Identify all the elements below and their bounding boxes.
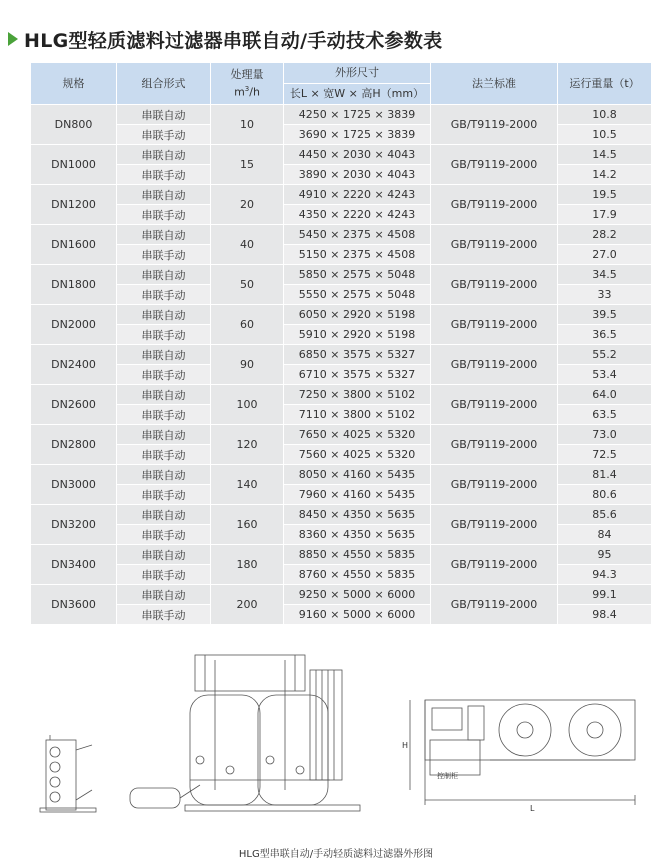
dims-cell: 8050 × 4160 × 5435 (284, 465, 431, 485)
combo-cell: 串联手动 (117, 445, 211, 465)
front-elevation-drawing (130, 655, 360, 811)
page-title-block (8, 27, 442, 51)
combo-cell: 串联手动 (117, 405, 211, 425)
combo-cell: 串联自动 (117, 105, 211, 125)
combo-cell: 串联手动 (117, 605, 211, 625)
dims-cell: 8760 × 4550 × 5835 (284, 565, 431, 585)
header-combo: 组合形式 (117, 63, 211, 105)
drawing-caption: HLG型串联自动/手动轻质滤料过滤器外形图 (238, 849, 434, 860)
spec-cell: DN3400 (31, 545, 117, 585)
header-capacity-unit: m (234, 85, 245, 99)
spec-table (30, 62, 652, 625)
spec-table-body (31, 105, 652, 625)
dims-cell: 6850 × 3575 × 5327 (284, 345, 431, 365)
header-dims-sub: 长L × 宽W × 高H（mm） (284, 84, 431, 105)
weight-cell: 34.5 (558, 265, 652, 285)
table-row (31, 385, 652, 405)
weight-cell: 95 (558, 545, 652, 565)
header-capacity-sup: 3 (244, 84, 250, 93)
spec-cell: DN3200 (31, 505, 117, 545)
plan-view-drawing (410, 700, 635, 805)
page-title: HLG型轻质滤料过滤器串联自动/手动技术参数表 (24, 29, 443, 52)
weight-cell: 10.5 (558, 125, 652, 145)
dims-cell: 7110 × 3800 × 5102 (284, 405, 431, 425)
weight-cell: 99.1 (558, 585, 652, 605)
dims-cell: 9250 × 5000 × 6000 (284, 585, 431, 605)
dim-label-length: L (530, 804, 535, 813)
combo-cell: 串联手动 (117, 245, 211, 265)
header-capacity-unit2: /h (249, 85, 260, 99)
capacity-cell: 200 (211, 585, 284, 625)
table-row (31, 545, 652, 565)
spec-cell: DN1600 (31, 225, 117, 265)
dims-cell: 9160 × 5000 × 6000 (284, 605, 431, 625)
spec-cell: DN2000 (31, 305, 117, 345)
flange-cell: GB/T9119-2000 (431, 465, 558, 505)
dims-cell: 5150 × 2375 × 4508 (284, 245, 431, 265)
table-row (31, 265, 652, 285)
header-capacity (211, 63, 284, 105)
combo-cell: 串联自动 (117, 345, 211, 365)
flange-cell: GB/T9119-2000 (431, 505, 558, 545)
spec-cell: DN2400 (31, 345, 117, 385)
dims-cell: 5550 × 2575 × 5048 (284, 285, 431, 305)
combo-cell: 串联自动 (117, 385, 211, 405)
control-cabinet-label: 控制柜 (437, 772, 458, 780)
table-row (31, 165, 652, 185)
dims-cell: 6050 × 2920 × 5198 (284, 305, 431, 325)
table-row (31, 405, 652, 425)
table-row (31, 205, 652, 225)
table-row (31, 465, 652, 485)
combo-cell: 串联自动 (117, 545, 211, 565)
weight-cell: 81.4 (558, 465, 652, 485)
header-dims: 外形尺寸 (284, 63, 431, 84)
combo-cell: 串联手动 (117, 205, 211, 225)
spec-cell: DN1200 (31, 185, 117, 225)
capacity-cell: 140 (211, 465, 284, 505)
weight-cell: 84 (558, 525, 652, 545)
flange-cell: GB/T9119-2000 (431, 145, 558, 185)
combo-cell: 串联手动 (117, 125, 211, 145)
dims-cell: 6710 × 3575 × 5327 (284, 365, 431, 385)
combo-cell: 串联自动 (117, 585, 211, 605)
weight-cell: 17.9 (558, 205, 652, 225)
dims-cell: 7960 × 4160 × 5435 (284, 485, 431, 505)
dim-label-height: H (402, 741, 409, 750)
table-row (31, 425, 652, 445)
weight-cell: 27.0 (558, 245, 652, 265)
capacity-cell: 90 (211, 345, 284, 385)
table-row (31, 145, 652, 165)
capacity-cell: 60 (211, 305, 284, 345)
combo-cell: 串联手动 (117, 525, 211, 545)
weight-cell: 63.5 (558, 405, 652, 425)
combo-cell: 串联自动 (117, 305, 211, 325)
dims-cell: 8450 × 4350 × 5635 (284, 505, 431, 525)
header-capacity-label: 处理量 (230, 67, 264, 81)
combo-cell: 串联手动 (117, 285, 211, 305)
dims-cell: 3690 × 1725 × 3839 (284, 125, 431, 145)
flange-cell: GB/T9119-2000 (431, 385, 558, 425)
weight-cell: 39.5 (558, 305, 652, 325)
title-triangle-icon (8, 32, 18, 46)
weight-cell: 53.4 (558, 365, 652, 385)
dims-cell: 5910 × 2920 × 5198 (284, 325, 431, 345)
spec-cell: DN1800 (31, 265, 117, 305)
dims-cell: 8850 × 4550 × 5835 (284, 545, 431, 565)
spec-cell: DN3600 (31, 585, 117, 625)
weight-cell: 94.3 (558, 565, 652, 585)
side-elevation-drawing (40, 735, 96, 812)
header-flange: 法兰标准 (431, 63, 558, 105)
weight-cell: 19.5 (558, 185, 652, 205)
flange-cell: GB/T9119-2000 (431, 305, 558, 345)
table-row (31, 285, 652, 305)
weight-cell: 85.6 (558, 505, 652, 525)
weight-cell: 10.8 (558, 105, 652, 125)
flange-cell: GB/T9119-2000 (431, 185, 558, 225)
weight-cell: 33 (558, 285, 652, 305)
dims-cell: 7250 × 3800 × 5102 (284, 385, 431, 405)
combo-cell: 串联自动 (117, 265, 211, 285)
dims-cell: 7560 × 4025 × 5320 (284, 445, 431, 465)
dims-cell: 4910 × 2220 × 4243 (284, 185, 431, 205)
table-row (31, 565, 652, 585)
combo-cell: 串联手动 (117, 325, 211, 345)
weight-cell: 28.2 (558, 225, 652, 245)
table-row (31, 605, 652, 625)
table-row (31, 585, 652, 605)
capacity-cell: 120 (211, 425, 284, 465)
flange-cell: GB/T9119-2000 (431, 105, 558, 145)
capacity-cell: 100 (211, 385, 284, 425)
table-row (31, 105, 652, 125)
capacity-cell: 20 (211, 185, 284, 225)
spec-cell: DN2800 (31, 425, 117, 465)
combo-cell: 串联自动 (117, 225, 211, 245)
flange-cell: GB/T9119-2000 (431, 265, 558, 305)
table-row (31, 445, 652, 465)
table-row (31, 325, 652, 345)
weight-cell: 73.0 (558, 425, 652, 445)
capacity-cell: 50 (211, 265, 284, 305)
capacity-cell: 180 (211, 545, 284, 585)
table-row (31, 245, 652, 265)
dims-cell: 3890 × 2030 × 4043 (284, 165, 431, 185)
header-spec: 规格 (31, 63, 117, 105)
capacity-cell: 15 (211, 145, 284, 185)
combo-cell: 串联自动 (117, 145, 211, 165)
combo-cell: 串联自动 (117, 185, 211, 205)
table-row (31, 485, 652, 505)
flange-cell: GB/T9119-2000 (431, 345, 558, 385)
capacity-cell: 10 (211, 105, 284, 145)
table-row (31, 505, 652, 525)
table-row (31, 225, 652, 245)
dims-cell: 5850 × 2575 × 5048 (284, 265, 431, 285)
combo-cell: 串联自动 (117, 465, 211, 485)
weight-cell: 14.5 (558, 145, 652, 165)
spec-cell: DN3000 (31, 465, 117, 505)
table-row (31, 525, 652, 545)
weight-cell: 98.4 (558, 605, 652, 625)
table-row (31, 365, 652, 385)
table-row (31, 125, 652, 145)
capacity-cell: 40 (211, 225, 284, 265)
spec-cell: DN1000 (31, 145, 117, 185)
flange-cell: GB/T9119-2000 (431, 425, 558, 465)
flange-cell: GB/T9119-2000 (431, 225, 558, 265)
weight-cell: 14.2 (558, 165, 652, 185)
flange-cell: GB/T9119-2000 (431, 585, 558, 625)
flange-cell: GB/T9119-2000 (431, 545, 558, 585)
weight-cell: 55.2 (558, 345, 652, 365)
spec-cell: DN800 (31, 105, 117, 145)
combo-cell: 串联手动 (117, 565, 211, 585)
header-weight: 运行重量（t） (558, 63, 652, 105)
combo-cell: 串联手动 (117, 485, 211, 505)
dims-cell: 4350 × 2220 × 4243 (284, 205, 431, 225)
weight-cell: 72.5 (558, 445, 652, 465)
table-row (31, 345, 652, 365)
combo-cell: 串联自动 (117, 505, 211, 525)
table-row (31, 305, 652, 325)
capacity-cell: 160 (211, 505, 284, 545)
table-row (31, 185, 652, 205)
equipment-drawings (0, 640, 672, 840)
combo-cell: 串联手动 (117, 365, 211, 385)
dims-cell: 8360 × 4350 × 5635 (284, 525, 431, 545)
combo-cell: 串联自动 (117, 425, 211, 445)
weight-cell: 80.6 (558, 485, 652, 505)
dims-cell: 5450 × 2375 × 4508 (284, 225, 431, 245)
weight-cell: 64.0 (558, 385, 652, 405)
weight-cell: 36.5 (558, 325, 652, 345)
dims-cell: 7650 × 4025 × 5320 (284, 425, 431, 445)
combo-cell: 串联手动 (117, 165, 211, 185)
dims-cell: 4450 × 2030 × 4043 (284, 145, 431, 165)
dims-cell: 4250 × 1725 × 3839 (284, 105, 431, 125)
spec-cell: DN2600 (31, 385, 117, 425)
